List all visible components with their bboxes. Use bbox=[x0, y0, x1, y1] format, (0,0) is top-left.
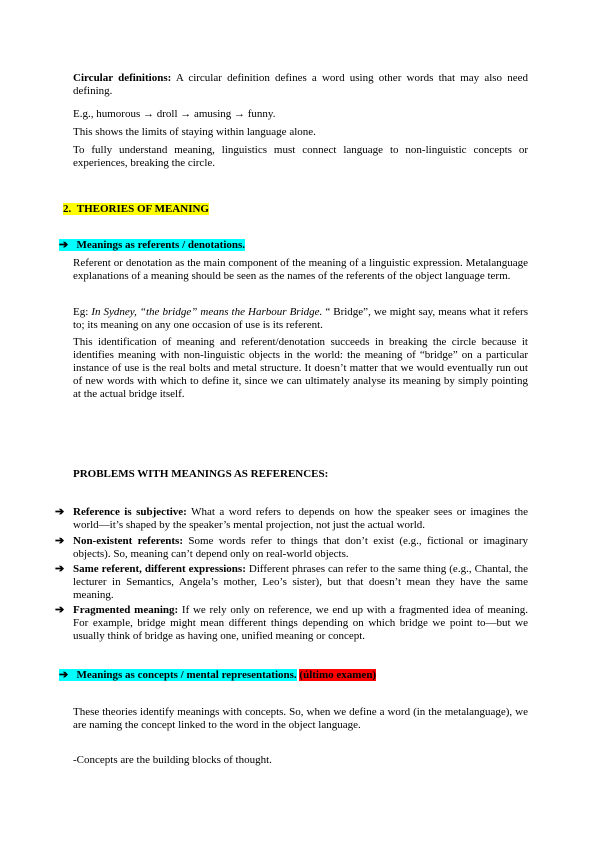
circular-limits: This shows the limits of staying within language alone. bbox=[73, 126, 316, 138]
section-heading-highlight bbox=[63, 203, 209, 215]
concepts-paragraph-2: -Concepts are the building blocks of thought. bbox=[73, 754, 272, 766]
referents-heading-highlight bbox=[59, 239, 245, 251]
section-number: 2. bbox=[63, 203, 72, 215]
problem-label: Fragmented meaning: bbox=[73, 604, 179, 616]
arrow-icon: ➔ bbox=[59, 669, 69, 681]
section-title: THEORIES OF MEANING bbox=[76, 203, 209, 215]
problem-text: If we rely only on reference, we end up with a fragmented idea of meaning. For example, bridge might mean different things depending on which bridge we point to—but we usually think of bridge as having one, unified meaning or concept. bbox=[73, 604, 528, 642]
problem-label: Non-existent referents: bbox=[73, 535, 183, 547]
circular-definition-paragraph bbox=[73, 72, 528, 98]
example-italic: In Sydney, “the bridge” means the Harbour Bridge. bbox=[91, 306, 323, 318]
referents-paragraph-3: This identification of meaning and referent/denotation succeeds in breaking the circle because it identifies meaning with non-linguistic objects in the world: the meaning of “bridge” on a particular instance of use is the real bolts and metal structure. It doesn’t matter that we would eventually run out of new words with which to define it, since we can ultimately analyse its meaning by simply pointing at the actual bridge itself. bbox=[73, 336, 528, 400]
concepts-heading bbox=[59, 669, 376, 682]
concepts-paragraph-1: These theories identify meanings with concepts. So, when we define a word (in the metalanguage), we are naming the concept linked to the word in the object language. bbox=[73, 706, 528, 731]
problem-text: Some words refer to things that don’t exist (e.g., fictional or imaginary objects). So, meaning can’t depend only on real-world objects. bbox=[73, 535, 528, 560]
circular-example: E.g., humorous → droll → amusing → funny. bbox=[73, 108, 276, 120]
problem-item bbox=[73, 563, 528, 602]
referents-heading-text: Meanings as referents / denotations. bbox=[76, 239, 246, 251]
example-rest: “ Bridge”, we might say, means what it refers to; its meaning on any one occasion of use is its referent. bbox=[73, 306, 528, 331]
problem-text: What a word refers to depends on how the speaker sees or imagines the world—it’s shaped by the speaker’s mental projection, not just the actual world. bbox=[73, 506, 528, 531]
circular-understand: To fully understand meaning, linguistics must connect language to non-linguistic concepts or experiences, breaking the circle. bbox=[73, 144, 528, 169]
arrow-icon: ➔ bbox=[55, 604, 65, 616]
circular-definition-label: Circular definitions: bbox=[73, 72, 172, 84]
referents-heading bbox=[59, 239, 245, 252]
arrow-icon: ➔ bbox=[55, 535, 65, 547]
section-heading bbox=[63, 203, 209, 216]
problem-item bbox=[73, 506, 528, 532]
problem-label: Same referent, different expressions: bbox=[73, 563, 246, 575]
problem-label: Reference is subjective: bbox=[73, 506, 187, 518]
exam-tag: (último examen) bbox=[299, 669, 377, 681]
referents-example-paragraph bbox=[73, 306, 528, 332]
referents-paragraph-1: Referent or denotation as the main component of the meaning of a linguistic expression. Metalanguage explanations of a meaning should be seen as the names of the referents of the object language term. bbox=[73, 257, 528, 282]
problem-text: Different phrases can refer to the same thing (e.g., Chantal, the lecturer in Semantics, Angela’s mother, Leo’s sister), but that doesn’t mean they have the same meaning. bbox=[73, 563, 528, 601]
problems-heading: PROBLEMS WITH MEANINGS AS REFERENCES: bbox=[73, 468, 329, 480]
problem-item bbox=[73, 604, 528, 643]
example-prefix: Eg: bbox=[73, 306, 92, 318]
concepts-heading-highlight bbox=[59, 669, 297, 681]
arrow-icon: ➔ bbox=[55, 506, 65, 518]
problem-item bbox=[73, 535, 528, 561]
concepts-heading-text: Meanings as concepts / mental representations. bbox=[76, 669, 297, 681]
arrow-icon: ➔ bbox=[55, 563, 65, 575]
circular-definition-text: A circular definition defines a word using other words that may also need defining. bbox=[73, 72, 528, 97]
arrow-icon: ➔ bbox=[59, 239, 69, 251]
